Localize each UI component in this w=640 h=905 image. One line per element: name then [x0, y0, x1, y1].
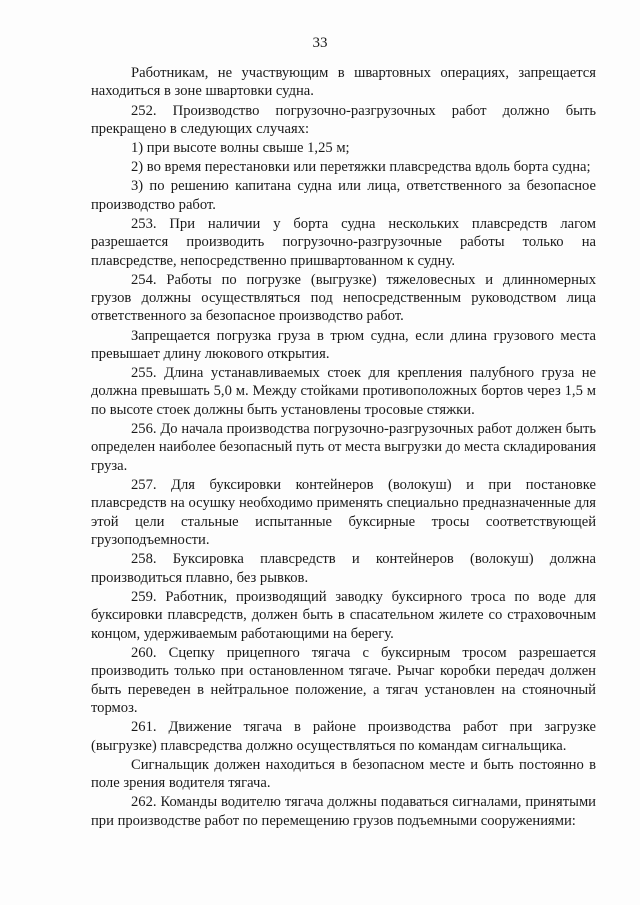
- paragraph-261: 261. Движение тягача в районе производства работ при загрузке (выгрузке) плавсредства должно осуществляться по командам сигнальщика.: [91, 719, 596, 754]
- paragraph-253: 253. При наличии у борта судна нескольких плавсредств лагом разрешается производить погрузочно-разгрузочные работы только на плавсредстве, непосредственно пришвартованном к судну.: [91, 215, 596, 269]
- paragraph-mooring-zone: Работникам, не участвующим в швартовных операциях, запрещается находиться в зоне швартовки судна.: [91, 65, 596, 100]
- document-body: [91, 64, 596, 830]
- page-number: 33: [312, 35, 328, 51]
- paragraph-256: 256. До начала производства погрузочно-разгрузочных работ должен быть определен наиболее безопасный путь от места выгрузки до места складирования груза.: [91, 420, 596, 474]
- paragraph-257: 257. Для буксировки контейнеров (волокуш) и при постановке плавсредств на осушку необходимо применять специально предназначенные для этой цели стальные испытанные буксирные тросы соответствующей грузоподъемности.: [91, 476, 596, 549]
- paragraph-hold-loading: Запрещается погрузка груза в трюм судна, если длина грузового места превышает длину люкового открытия.: [91, 327, 596, 362]
- paragraph-262: 262. Команды водителю тягача должны подаваться сигналами, принятыми при производстве работ по перемещению грузов подъемными сооружениями:: [91, 794, 596, 829]
- paragraph-signalman: Сигнальщик должен находиться в безопасном месте и быть постоянно в поле зрения водителя тягача.: [91, 756, 596, 792]
- paragraph-252-item-2: 2) во время перестановки или перетяжки плавсредства вдоль борта судна;: [131, 159, 591, 176]
- paragraph-255: 255. Длина устанавливаемых стоек для крепления палубного груза не должна превышать 5,0 м. Между стойками противоположных бортов через 1,5 м по высоте стоек должны быть установлены тросовые стяжки.: [91, 365, 596, 418]
- paragraph-259: 259. Работник, производящий заводку буксирного троса по воде для буксировки плавсредств, должен быть в спасательном жилете со страховочным концом, удерживаемым работающими на берегу.: [91, 588, 596, 642]
- paragraph-260: 260. Сцепку прицепного тягача с буксирным тросом разрешается производить только при остановленном тягаче. Рычаг коробки передач должен быть переведен в нейтральное положение, а тягач установлен на стояночный тормоз.: [91, 644, 596, 717]
- paragraph-258: 258. Буксировка плавсредств и контейнеров (волокуш) должна производиться плавно, без рывков.: [91, 551, 596, 586]
- paragraph-252-item-1: 1) при высоте волны свыше 1,25 м;: [131, 140, 350, 156]
- paragraph-254: 254. Работы по погрузке (выгрузке) тяжеловесных и длинномерных грузов должны осуществляться под непосредственным руководством лица ответственного за безопасное производство работ.: [91, 271, 596, 325]
- paragraph-252-item-3: 3) по решению капитана судна или лица, ответственного за безопасное производство работ.: [91, 178, 596, 213]
- paragraph-252: 252. Производство погрузочно-разгрузочных работ должно быть прекращено в следующих случаях:: [91, 102, 596, 137]
